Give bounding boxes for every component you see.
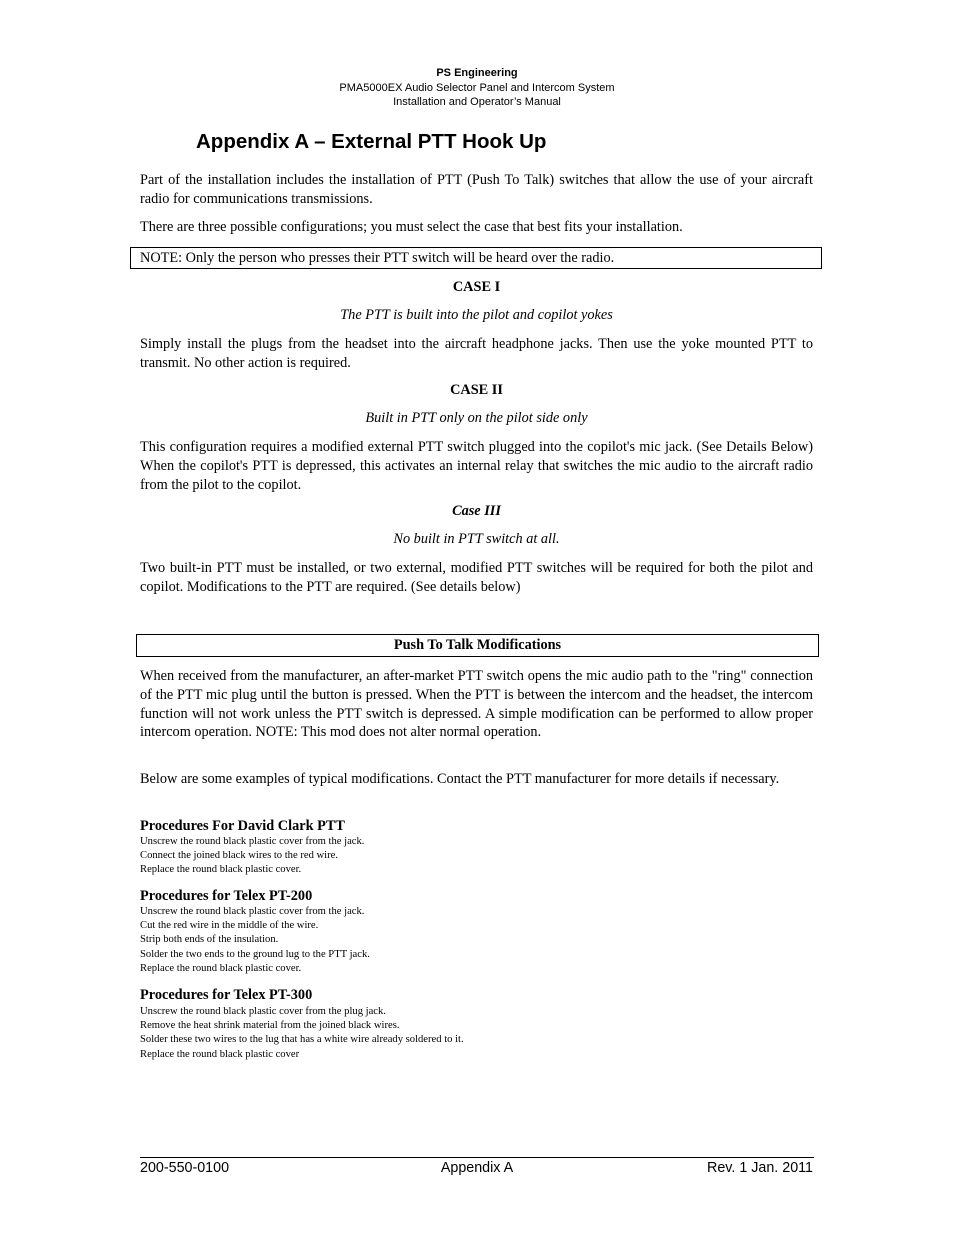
procedure-step: Remove the heat shrink material from the joined black wires.: [140, 1020, 400, 1032]
case-3-subtitle: No built in PTT switch at all.: [393, 531, 560, 547]
procedure-step: Unscrew the round black plastic cover from the jack.: [140, 906, 365, 917]
procedure-step: Replace the round black plastic cover.: [140, 864, 302, 876]
modifications-paragraph-1: When received from the manufacturer, an after-market PTT switch opens the mic audio path to the "ring" connection of the PTT mic plug until the button is pressed. When the PTT is between the intercom and the headset, the intercom function will not work unless the PTT switch is depressed. A simple modification can be performed to allow proper intercom operation. NOTE: This mod does not alter normal operation.: [140, 668, 813, 741]
footer-section: Appendix A: [440, 1160, 514, 1176]
case-3-body: Two built-in PTT must be installed, or two external, modified PTT switches will be required for both the pilot and copilot. Modifications to the PTT are required. (See details below): [140, 560, 813, 595]
note-box: NOTE: Only the person who presses their PTT switch will be heard over the radio.: [130, 247, 822, 269]
case-3-heading: Case III: [452, 503, 501, 519]
intro-paragraph-1: Part of the installation includes the installation of PTT (Push To Talk) switches that allow the use of your aircraft radio for communications transmissions.: [140, 172, 813, 207]
procedure-step: Replace the round black plastic cover.: [140, 962, 302, 974]
product-name: PMA5000EX Audio Selector Panel and Intercom System: [339, 81, 615, 94]
page-title: Appendix A – External PTT Hook Up: [196, 130, 547, 153]
procedure-heading-david-clark: Procedures For David Clark PTT: [140, 818, 345, 834]
procedure-step: Replace the round black plastic cover: [140, 1048, 300, 1060]
procedure-steps-telex-pt200: [140, 905, 370, 976]
footer-divider: [140, 1157, 814, 1158]
procedure-step: Solder these two wires to the lug that has a white wire already soldered to it.: [140, 1034, 464, 1046]
manual-name: Installation and Operator’s Manual: [393, 96, 561, 108]
case-2-subtitle: Built in PTT only on the pilot side only: [365, 410, 588, 426]
modifications-paragraph-2: Below are some examples of typical modifications. Contact the PTT manufacturer for more details if necessary.: [140, 771, 780, 787]
footer-doc-number: 200-550-0100: [140, 1160, 230, 1176]
procedure-step: Unscrew the round black plastic cover from the plug jack.: [140, 1006, 386, 1017]
page-header: [0, 66, 954, 110]
intro-paragraph-2: There are three possible configurations; you must select the case that best fits your installation.: [140, 219, 683, 235]
procedure-step: Unscrew the round black plastic cover from the jack.: [140, 836, 365, 847]
case-1-heading: CASE I: [452, 279, 501, 295]
company-name: PS Engineering: [436, 67, 518, 79]
case-2-body: This configuration requires a modified external PTT switch plugged into the copilot's mic jack. (See Details Below) When the copilot's PTT is depressed, this activates an internal relay that switches the mic audio to the aircraft radio from the pilot to the copilot.: [140, 439, 813, 493]
case-1-body: Simply install the plugs from the headset into the aircraft headphone jacks. Then use the yoke mounted PTT to transmit. No other action is required.: [140, 336, 813, 371]
procedure-step: Cut the red wire in the middle of the wire.: [140, 920, 319, 932]
case-1-subtitle: The PTT is built into the pilot and copilot yokes: [340, 307, 613, 323]
procedure-heading-telex-pt200: Procedures for Telex PT-200: [140, 888, 313, 904]
section-heading-ptt-modifications: Push To Talk Modifications: [136, 634, 819, 657]
procedure-steps-telex-pt300: [140, 1005, 464, 1062]
procedure-step: Solder the two ends to the ground lug to the PTT jack.: [140, 948, 370, 960]
procedure-steps-david-clark: [140, 835, 364, 878]
case-2-heading: CASE II: [450, 382, 503, 398]
procedure-step: Strip both ends of the insulation.: [140, 934, 279, 946]
procedure-step: Connect the joined black wires to the red wire.: [140, 850, 338, 862]
procedure-heading-telex-pt300: Procedures for Telex PT-300: [140, 987, 313, 1003]
footer-revision: Rev. 1 Jan. 2011: [707, 1160, 813, 1176]
